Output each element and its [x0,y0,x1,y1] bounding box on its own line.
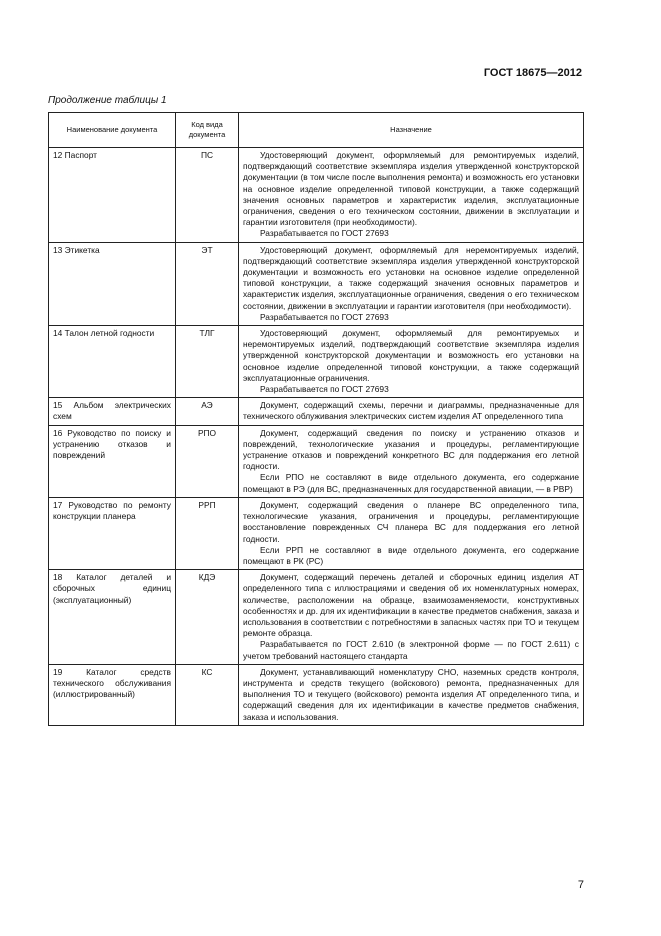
document-code-cell: АЭ [176,398,239,425]
purpose-paragraph: Разрабатывается по ГОСТ 27693 [260,311,389,322]
purpose-paragraph: Документ, устанавливающий номенклатуру СНО, наземных средств контроля, инструмента и средств текущего (войскового) ремонта, предназначенных для выполнения ТО и текущего (войскового) ремонта изделия АТ определенного типа, и содержащий сведения для их идентификации в качестве предметов снабжения, заказа и использования. [243,666,579,722]
document-code-cell: ТЛГ [176,326,239,398]
document-code-cell: РРП [176,497,239,569]
page-number: 7 [577,879,584,891]
document-name-cell: 17 Руководство по ремонту конструкции планера [49,497,176,569]
purpose-paragraph: Документ, содержащий сведения по поиску и устранению отказов и повреждений, технологические указания и процедуры, регламентирующие устранение отказов и повреждений конкретного ВС для поддержания его летной годности. [243,427,579,472]
purpose-paragraph: Разрабатывается по ГОСТ 27693 [260,384,389,395]
document-code-cell: КС [176,664,239,725]
document-name-cell: 19 Каталог средств технического обслуживания (иллюстрированный) [49,664,176,725]
table-row [49,326,584,398]
purpose-paragraph: Если РПО не составляют в виде отдельного документа, его содержание помещают в РЭ (для ВС, предназначенных для государственной авиации, — в РВР) [243,472,579,494]
purpose-paragraph: Удостоверяющий документ, оформляемый для ремонтируемых изделий, подтверждающий соответствие экземпляра изделия утвержденной конструкторской документации (в том числе после выполнения ремонта) и возможность его установки на основное изделие определенной типовой конструкции, а также содержащий значения основных параметров и характеристик изделия, эксплуатационные ограничения, сведения о его техническом состоянии, движении в эксплуатации и гарантии изготовителя (при необходимости). [243,150,579,228]
document-name-cell: 12 Паспорт [49,148,176,243]
document-name-cell: 15 Альбом электрических схем [49,398,176,425]
table-row [49,664,584,725]
purpose-paragraph: Удостоверяющий документ, оформляемый для неремонтируемых изделий, подтверждающий соответствие экземпляра изделия утвержденной конструкторской документации и возможность его установки на основное изделие определенной типовой конструкции, а также содержащий значения основных параметров и характеристик изделия, эксплуатационные ограничения, сведения о его техническом состоянии, движении в эксплуатации и гарантии изготовителя (при необходимости). [243,244,579,311]
table-row [49,242,584,325]
document-purpose-cell [239,326,584,398]
table-row [49,398,584,425]
document-name-cell: 14 Талон летной годности [49,326,176,398]
table-row [49,148,584,243]
document-purpose-cell [239,425,584,497]
documents-table [48,112,584,726]
header-document-name: Наименование документа [49,113,176,148]
purpose-paragraph: Удостоверяющий документ, оформляемый для ремонтируемых и неремонтируемых изделий, подтверждающий соответствие экземпляра изделия утвержденной конструкторской документации и возможность его установки на основное изделие определенной типовой конструкции, а также содержащий эксплуатационные ограничения. [243,328,579,383]
purpose-paragraph: Документ, содержащий перечень деталей и сборочных единиц изделия АТ определенного типа с иллюстрациями и сведения об их номенклатурных номерах, количестве, расположении на образце, взаимозаменяемости, конструктивных особенностях и др. для их идентификации в качестве предметов снабжения, заказа и использования в соответствии с потребностями в запасных частях при ТО и текущем ремонте образца. [243,572,579,639]
table-caption: Продолжение таблицы 1 [48,95,167,106]
table-row [49,497,584,569]
document-purpose-cell [239,148,584,243]
document-purpose-cell [239,664,584,725]
document-code-cell: РПО [176,425,239,497]
document-header-id: ГОСТ 18675—2012 [483,67,582,79]
header-purpose: Назначение [239,113,584,148]
document-code-cell: ЭТ [176,242,239,325]
table-header-row [49,113,584,148]
table-row [49,425,584,497]
document-purpose-cell [239,570,584,665]
document-purpose-cell [239,242,584,325]
document-purpose-cell [239,398,584,425]
purpose-paragraph: Документ, содержащий сведения о планере ВС определенного типа, технологические указания, ограничения и процедуры, регламентирующие восстановление поврежденных СЧ планера ВС для поддержания его летной годности. [243,499,579,544]
table-row [49,570,584,665]
document-purpose-cell [239,497,584,569]
document-name-cell: 18 Каталог деталей и сборочных единиц (эксплуатационный) [49,570,176,665]
document-code-cell: ПС [176,148,239,243]
document-code-cell: КДЭ [176,570,239,665]
purpose-paragraph: Документ, содержащий схемы, перечни и диаграммы, предназначенные для технического облуживания электрических систем изделия АТ определенного типа [243,400,579,422]
purpose-paragraph: Разрабатывается по ГОСТ 2.610 (в электронной форме — по ГОСТ 2.611) с учетом требований настоящего стандарта [243,639,579,661]
purpose-paragraph: Если РРП не составляют в виде отдельного документа, его содержание помещают в РК (РС) [243,544,579,566]
document-name-cell: 13 Этикетка [49,242,176,325]
document-name-cell: 16 Руководство по поиску и устранению отказов и повреждений [49,425,176,497]
header-document-code: Код вида документа [176,113,239,148]
purpose-paragraph: Разрабатывается по ГОСТ 27693 [260,228,389,239]
